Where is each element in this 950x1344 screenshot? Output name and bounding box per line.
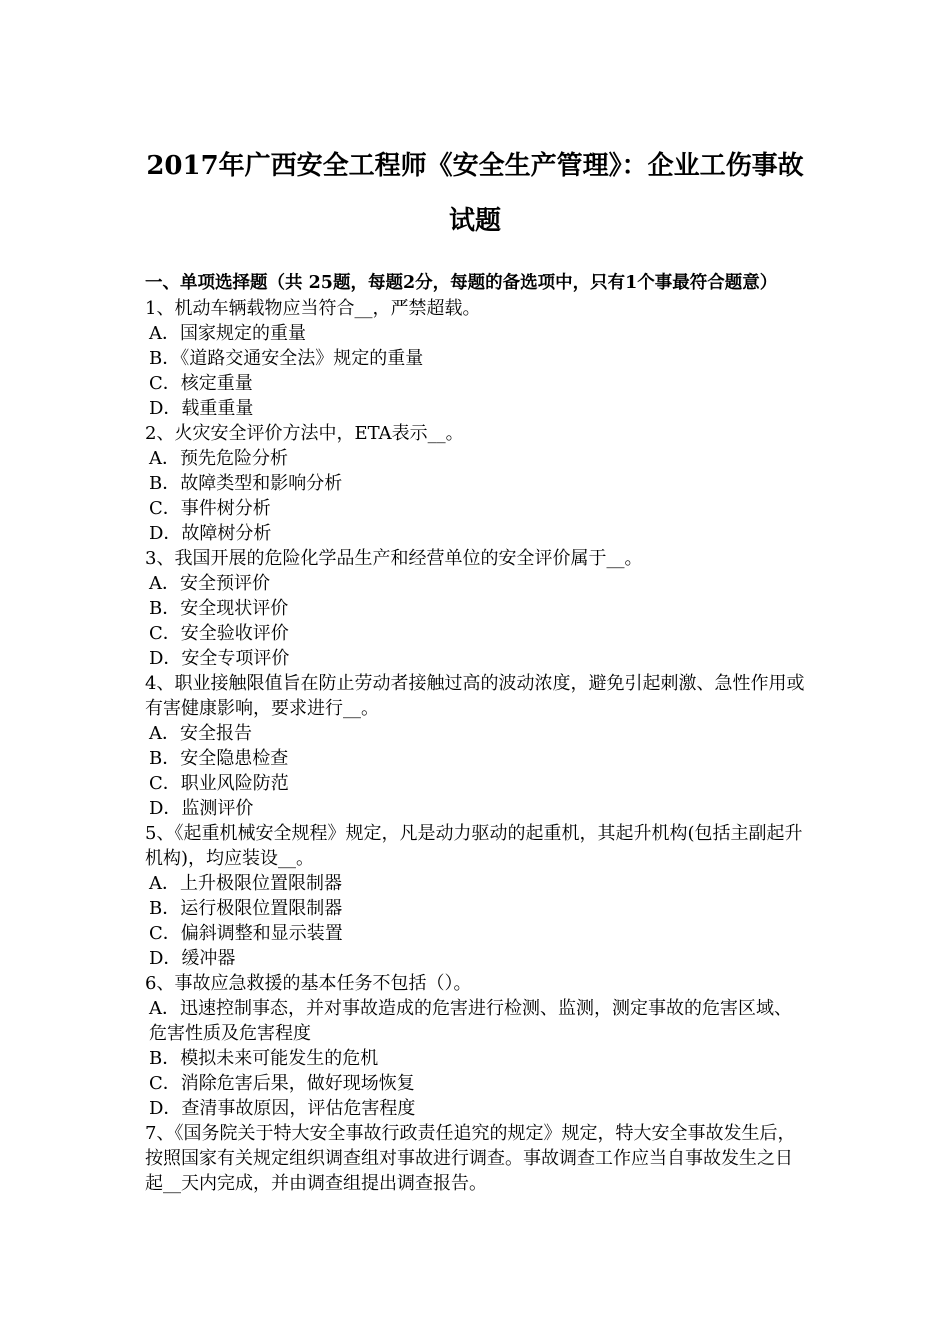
answer-option: B．故障类型和影响分析 xyxy=(149,473,343,494)
answer-option: D．载重重量 xyxy=(149,398,254,419)
answer-option: A．上升极限位置限制器 xyxy=(149,873,342,894)
answer-option: D．缓冲器 xyxy=(149,948,236,969)
question-stem: 6、事故应急救援的基本任务不包括（）。 xyxy=(145,973,472,994)
answer-option: C．职业风险防范 xyxy=(149,773,289,794)
answer-option: B．《道路交通安全法》规定的重量 xyxy=(149,348,424,369)
answer-option: A．安全报告 xyxy=(149,723,252,744)
answer-option: D．查清事故原因，评估危害程度 xyxy=(149,1098,416,1119)
answer-option: B．安全隐患检查 xyxy=(149,748,289,769)
answer-option: C．事件树分析 xyxy=(149,498,271,519)
question-stem: 1、机动车辆载物应当符合__，严禁超载。 xyxy=(145,298,481,319)
answer-option: B．运行极限位置限制器 xyxy=(149,898,343,919)
question-stem: 5、《起重机械安全规程》规定，凡是动力驱动的起重机，其起升机构(包括主副起升机构)，均应装设__。 xyxy=(145,823,803,869)
document-title-line-1: 2017年广西安全工程师《安全生产管理》：企业工伤事故 xyxy=(146,151,804,181)
answer-option: B．安全现状评价 xyxy=(149,598,289,619)
answer-option: C．消除危害后果，做好现场恢复 xyxy=(149,1073,415,1094)
answer-option: A．国家规定的重量 xyxy=(149,323,306,344)
answer-option: D．安全专项评价 xyxy=(149,648,290,669)
answer-option: A．预先危险分析 xyxy=(149,448,288,469)
question-stem: 7、《国务院关于特大安全事故行政责任追究的规定》规定，特大安全事故发生后，按照国家有关规定组织调查组对事故进行调查。事故调查工作应当自事故发生之日起__天内完成，并由调查组提出调查报告。 xyxy=(145,1123,796,1194)
answer-option: C．核定重量 xyxy=(149,373,253,394)
answer-option: A．安全预评价 xyxy=(149,573,270,594)
document-body xyxy=(145,271,807,1196)
answer-option: C．安全验收评价 xyxy=(149,623,289,644)
answer-option: D．监测评价 xyxy=(149,798,254,819)
answer-option: D．故障树分析 xyxy=(149,523,272,544)
answer-option: B．模拟未来可能发生的危机 xyxy=(149,1048,379,1069)
question-stem: 3、我国开展的危险化学品生产和经营单位的安全评价属于__。 xyxy=(145,548,643,569)
section-heading: 一、单项选择题（共 25题，每题2分，每题的备选项中，只有1个事最符合题意） xyxy=(145,273,778,293)
question-stem: 2、火灾安全评价方法中，ETA表示__。 xyxy=(145,423,464,444)
answer-option: C．偏斜调整和显示装置 xyxy=(149,923,343,944)
document-title-line-2: 试题 xyxy=(448,206,501,236)
question-stem: 4、职业接触限值旨在防止劳动者接触过高的波动浓度，避免引起刺激、急性作用或有害健康影响，要求进行__。 xyxy=(145,673,805,719)
answer-option: A．迅速控制事态，并对事故造成的危害进行检测、监测，测定事故的危害区域、危害性质及危害程度 xyxy=(149,998,792,1044)
